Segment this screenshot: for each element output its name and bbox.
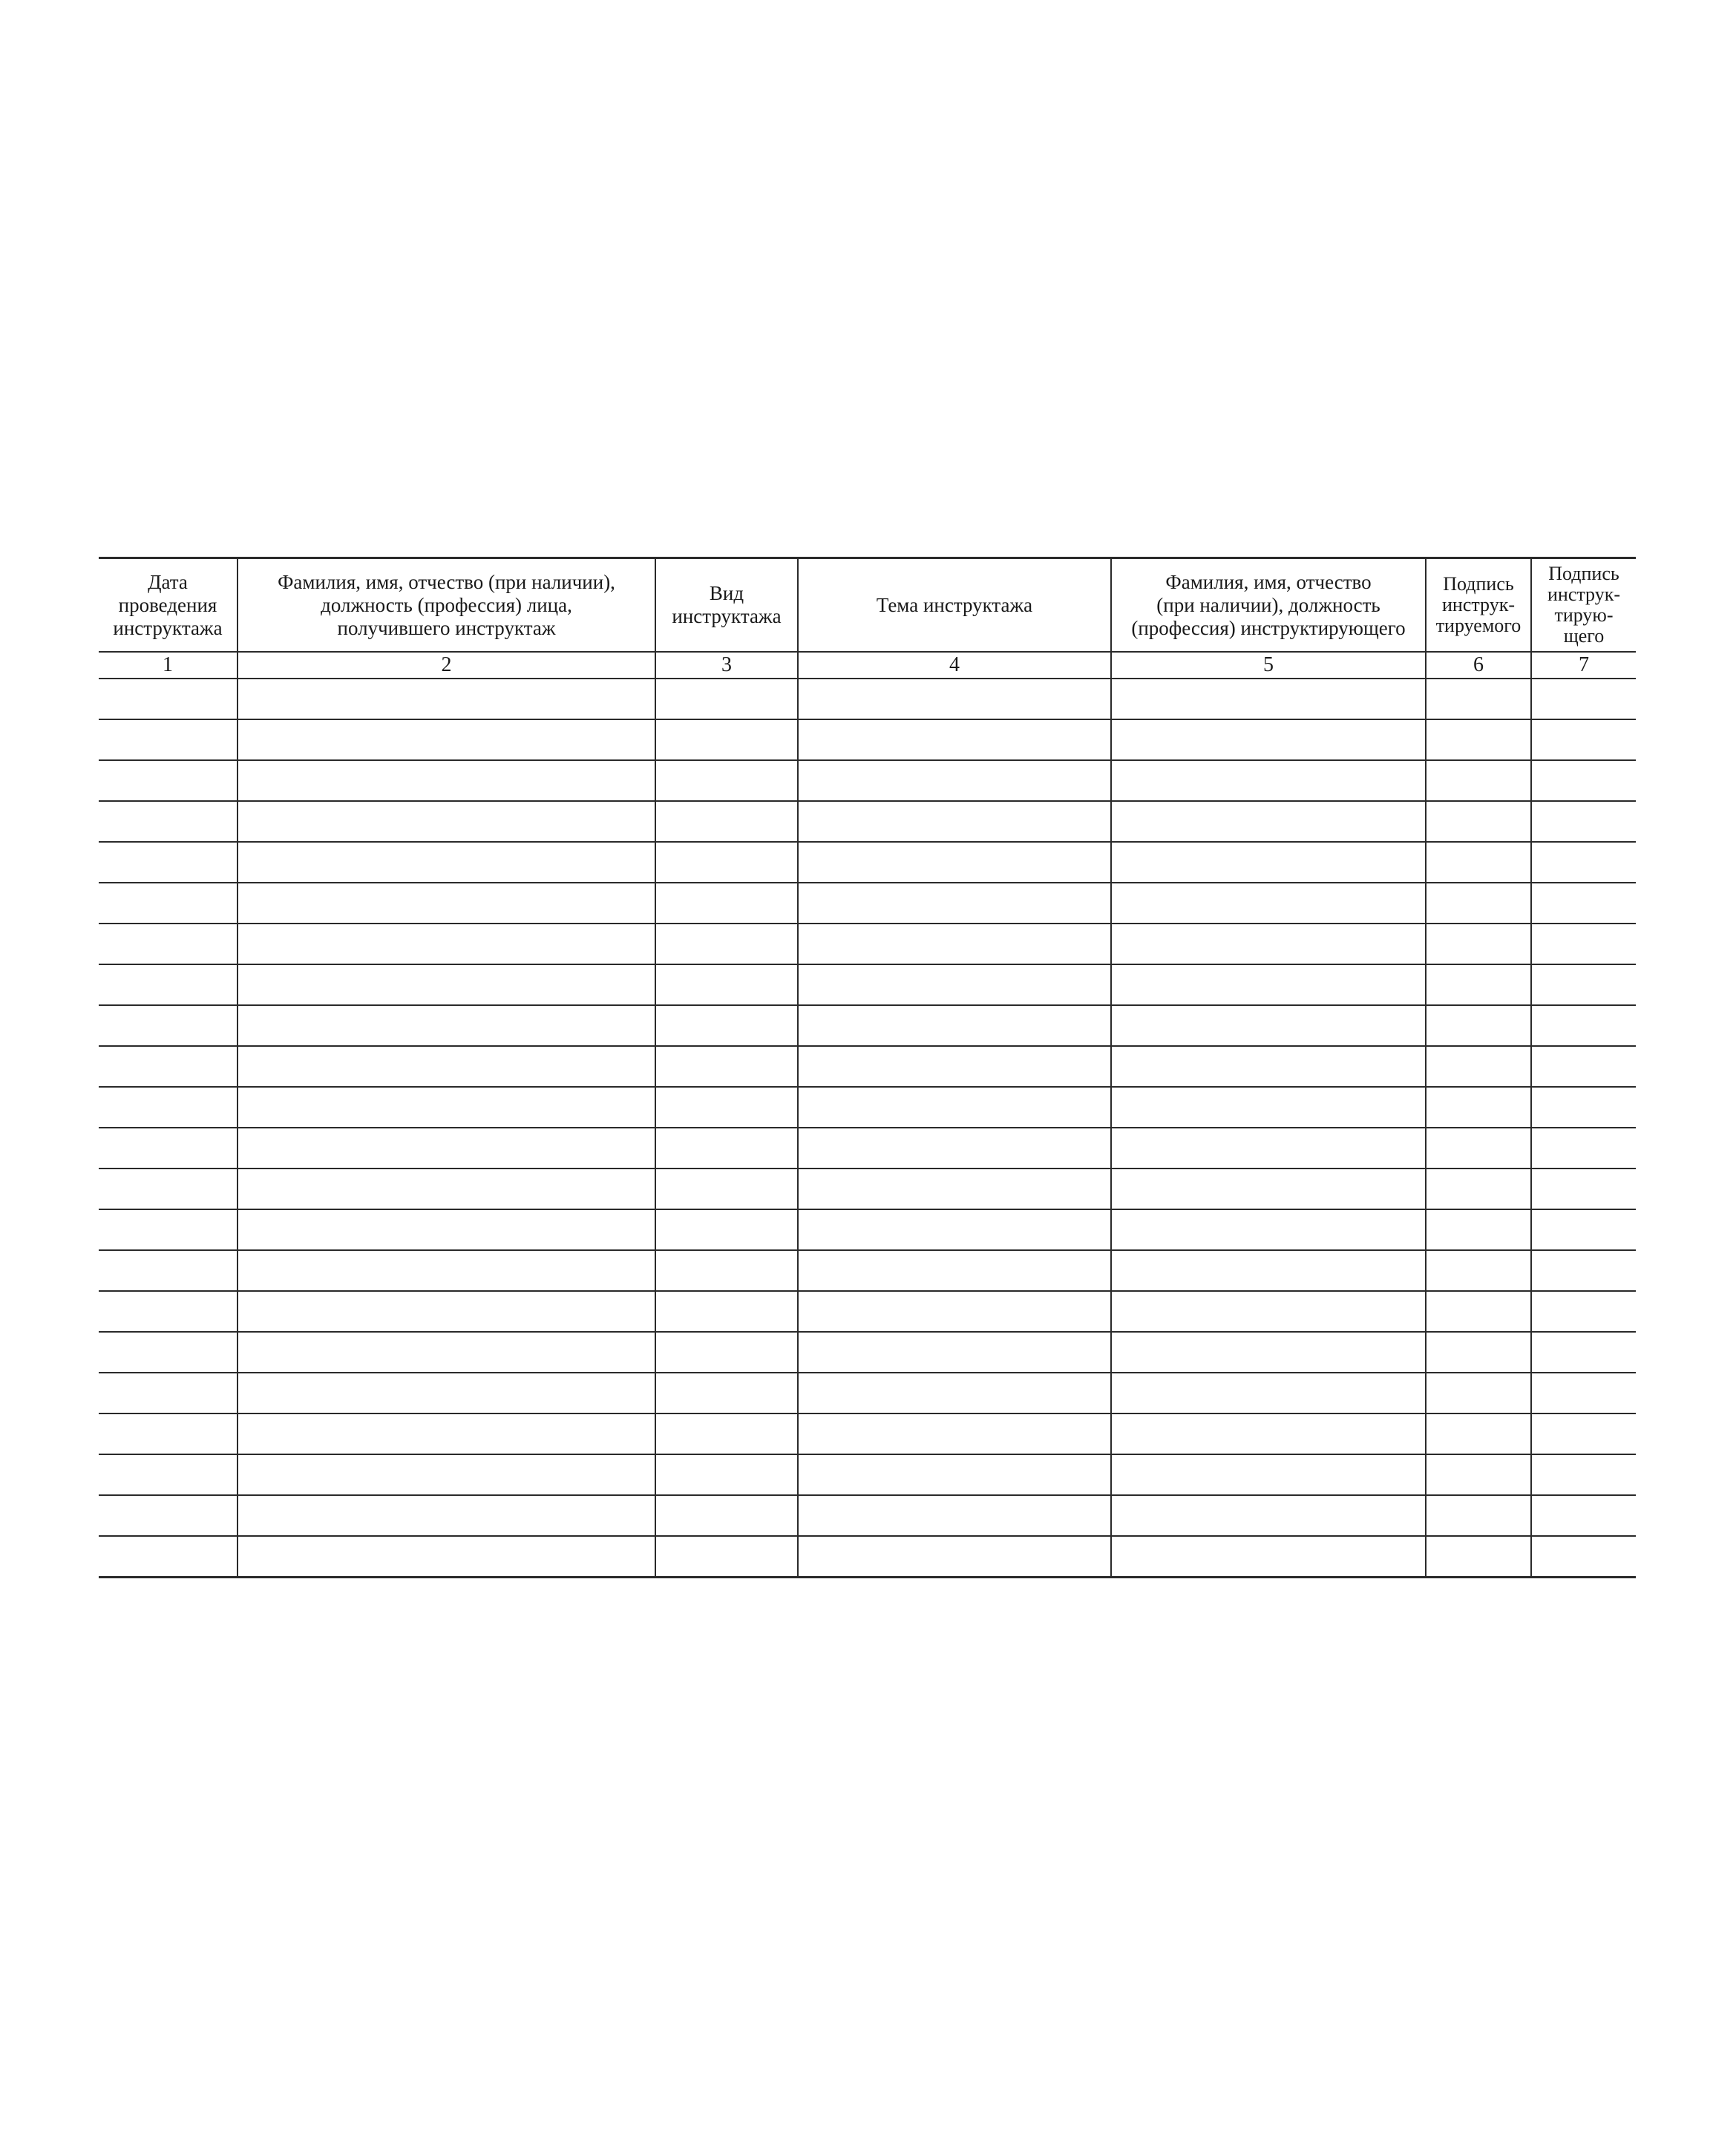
table-cell[interactable] <box>99 964 238 1005</box>
table-cell[interactable] <box>238 1169 655 1209</box>
table-row <box>99 1373 1636 1413</box>
column-number: 1 <box>99 652 238 679</box>
table-cell[interactable] <box>798 883 1111 924</box>
table-cell[interactable] <box>1531 801 1636 842</box>
header-trainee-name: Фамилия, имя, отчество (при наличии), должность (профессия) лица, получившего инструктаж <box>238 558 655 653</box>
table-row <box>99 719 1636 760</box>
table-row <box>99 1209 1636 1250</box>
header-date: Дата проведения инструктажа <box>99 558 238 653</box>
header-row <box>99 558 1636 653</box>
table-cell[interactable] <box>238 1209 655 1250</box>
table-row <box>99 1128 1636 1169</box>
table-cell[interactable] <box>798 679 1111 719</box>
table-cell[interactable] <box>1426 1413 1531 1454</box>
header-instructor-name: Фамилия, имя, отчество (при наличии), должность (профессия) инструктирующего <box>1111 558 1426 653</box>
table-cell[interactable] <box>655 1495 798 1536</box>
table-cell[interactable] <box>99 1332 238 1373</box>
table-row <box>99 1332 1636 1373</box>
table-cell[interactable] <box>238 1454 655 1495</box>
table-cell[interactable] <box>99 1495 238 1536</box>
instruction-log-table <box>99 557 1636 1578</box>
table-cell[interactable] <box>655 1128 798 1169</box>
table-cell[interactable] <box>99 1209 238 1250</box>
table-cell[interactable] <box>1111 1250 1426 1291</box>
header-instruction-topic: Тема инструктажа <box>798 558 1111 653</box>
table-cell[interactable] <box>1531 1046 1636 1087</box>
table-cell[interactable] <box>238 1413 655 1454</box>
table-row <box>99 964 1636 1005</box>
table-cell[interactable] <box>1531 1536 1636 1578</box>
table-cell[interactable] <box>1531 1128 1636 1169</box>
table-cell[interactable] <box>1426 1495 1531 1536</box>
table-cell[interactable] <box>99 1413 238 1454</box>
table-cell[interactable] <box>1111 1128 1426 1169</box>
table-cell[interactable] <box>1426 760 1531 801</box>
table-row <box>99 1169 1636 1209</box>
table-cell[interactable] <box>1531 842 1636 883</box>
column-number-row <box>99 652 1636 679</box>
table-cell[interactable] <box>238 760 655 801</box>
table-cell[interactable] <box>798 1005 1111 1046</box>
table-cell[interactable] <box>238 883 655 924</box>
table-cell[interactable] <box>1426 1087 1531 1128</box>
table-cell[interactable] <box>99 883 238 924</box>
table-cell[interactable] <box>655 1005 798 1046</box>
table-cell[interactable] <box>655 842 798 883</box>
table-cell[interactable] <box>798 1291 1111 1332</box>
table-cell[interactable] <box>655 964 798 1005</box>
table-cell[interactable] <box>655 1332 798 1373</box>
table-cell[interactable] <box>1111 801 1426 842</box>
table-cell[interactable] <box>1426 679 1531 719</box>
column-number: 5 <box>1111 652 1426 679</box>
table-row <box>99 1250 1636 1291</box>
column-number: 3 <box>655 652 798 679</box>
table-cell[interactable] <box>1111 842 1426 883</box>
table-cell[interactable] <box>655 679 798 719</box>
table-row <box>99 1495 1636 1536</box>
table-cell[interactable] <box>1426 1373 1531 1413</box>
table-cell[interactable] <box>655 1536 798 1578</box>
table-cell[interactable] <box>1111 719 1426 760</box>
table-cell[interactable] <box>238 1005 655 1046</box>
table-cell[interactable] <box>99 924 238 964</box>
table-cell[interactable] <box>238 964 655 1005</box>
table-row <box>99 1536 1636 1578</box>
table-row <box>99 679 1636 719</box>
table-cell[interactable] <box>1531 924 1636 964</box>
column-number: 4 <box>798 652 1111 679</box>
table-cell[interactable] <box>99 842 238 883</box>
header-trainee-signature: Подпись инструк- тируемого <box>1426 558 1531 653</box>
table-cell[interactable] <box>798 1454 1111 1495</box>
table-cell[interactable] <box>1531 679 1636 719</box>
table-row <box>99 1413 1636 1454</box>
column-number: 7 <box>1531 652 1636 679</box>
table-cell[interactable] <box>798 964 1111 1005</box>
table-cell[interactable] <box>1111 1536 1426 1578</box>
table-cell[interactable] <box>238 801 655 842</box>
table-cell[interactable] <box>99 1005 238 1046</box>
table-cell[interactable] <box>1111 1005 1426 1046</box>
table-cell[interactable] <box>1531 719 1636 760</box>
table-row <box>99 1087 1636 1128</box>
table-cell[interactable] <box>798 801 1111 842</box>
table-cell[interactable] <box>1426 1291 1531 1332</box>
table-cell[interactable] <box>798 1169 1111 1209</box>
table-cell[interactable] <box>1426 801 1531 842</box>
table-cell[interactable] <box>99 1087 238 1128</box>
table-cell[interactable] <box>99 1536 238 1578</box>
table-cell[interactable] <box>798 1250 1111 1291</box>
header-instruction-type: Вид инструктажа <box>655 558 798 653</box>
table-row <box>99 801 1636 842</box>
table-cell[interactable] <box>1426 1169 1531 1209</box>
table-cell[interactable] <box>655 924 798 964</box>
table-cell[interactable] <box>1531 1495 1636 1536</box>
table-cell[interactable] <box>1531 1169 1636 1209</box>
table-cell[interactable] <box>1531 1373 1636 1413</box>
table-cell[interactable] <box>655 801 798 842</box>
table-cell[interactable] <box>798 1332 1111 1373</box>
table-cell[interactable] <box>238 1128 655 1169</box>
table-cell[interactable] <box>238 719 655 760</box>
table-cell[interactable] <box>238 679 655 719</box>
table-cell[interactable] <box>655 1373 798 1413</box>
table-row <box>99 1454 1636 1495</box>
table-cell[interactable] <box>238 1291 655 1332</box>
table-cell[interactable] <box>1111 1495 1426 1536</box>
table-cell[interactable] <box>238 1495 655 1536</box>
table-cell[interactable] <box>1426 964 1531 1005</box>
table-cell[interactable] <box>1426 1332 1531 1373</box>
table-row <box>99 1005 1636 1046</box>
table-cell[interactable] <box>1426 1128 1531 1169</box>
table-cell[interactable] <box>798 1087 1111 1128</box>
table-cell[interactable] <box>798 842 1111 883</box>
table-cell[interactable] <box>1111 1332 1426 1373</box>
table-cell[interactable] <box>99 1454 238 1495</box>
table-row <box>99 1291 1636 1332</box>
table-cell[interactable] <box>99 719 238 760</box>
column-number: 6 <box>1426 652 1531 679</box>
table-cell[interactable] <box>99 1046 238 1087</box>
table-cell[interactable] <box>798 719 1111 760</box>
table-cell[interactable] <box>238 1373 655 1413</box>
table-cell[interactable] <box>1531 1087 1636 1128</box>
table-cell[interactable] <box>1531 964 1636 1005</box>
table-cell[interactable] <box>798 1128 1111 1169</box>
table-cell[interactable] <box>655 1413 798 1454</box>
table-row <box>99 760 1636 801</box>
table-cell[interactable] <box>798 1046 1111 1087</box>
table-cell[interactable] <box>99 1128 238 1169</box>
table-cell[interactable] <box>1531 760 1636 801</box>
table-cell[interactable] <box>655 1209 798 1250</box>
table-cell[interactable] <box>1426 1536 1531 1578</box>
table-cell[interactable] <box>238 924 655 964</box>
table-cell[interactable] <box>1111 679 1426 719</box>
table-cell[interactable] <box>1426 1005 1531 1046</box>
column-number: 2 <box>238 652 655 679</box>
table-row <box>99 924 1636 964</box>
table-cell[interactable] <box>1111 1413 1426 1454</box>
table-cell[interactable] <box>238 1332 655 1373</box>
table-cell[interactable] <box>798 1495 1111 1536</box>
table-cell[interactable] <box>655 1291 798 1332</box>
table-cell[interactable] <box>99 679 238 719</box>
table-cell[interactable] <box>655 1046 798 1087</box>
table-cell[interactable] <box>1111 883 1426 924</box>
table-cell[interactable] <box>99 760 238 801</box>
table-cell[interactable] <box>1426 842 1531 883</box>
table-cell[interactable] <box>238 1087 655 1128</box>
table-body <box>99 679 1636 1578</box>
table-cell[interactable] <box>1111 1169 1426 1209</box>
table-cell[interactable] <box>798 1536 1111 1578</box>
table-cell[interactable] <box>1531 1332 1636 1373</box>
table-cell[interactable] <box>798 1373 1111 1413</box>
table-cell[interactable] <box>1531 1209 1636 1250</box>
table-cell[interactable] <box>655 1087 798 1128</box>
table-cell[interactable] <box>1426 924 1531 964</box>
table-cell[interactable] <box>1531 883 1636 924</box>
table-cell[interactable] <box>1111 1454 1426 1495</box>
table-cell[interactable] <box>1426 1209 1531 1250</box>
table-row <box>99 1046 1636 1087</box>
table-cell[interactable] <box>99 1373 238 1413</box>
table-cell[interactable] <box>1426 883 1531 924</box>
table-cell[interactable] <box>99 1250 238 1291</box>
table-row <box>99 842 1636 883</box>
table-cell[interactable] <box>238 1046 655 1087</box>
table-cell[interactable] <box>798 924 1111 964</box>
header-instructor-signature: Подпись инструк- тирую- щего <box>1531 558 1636 653</box>
table-cell[interactable] <box>238 842 655 883</box>
table-cell[interactable] <box>655 1169 798 1209</box>
table-cell[interactable] <box>99 1169 238 1209</box>
table-cell[interactable] <box>655 1250 798 1291</box>
table-cell[interactable] <box>238 1536 655 1578</box>
table-cell[interactable] <box>655 883 798 924</box>
table-cell[interactable] <box>1111 1209 1426 1250</box>
table-cell[interactable] <box>1111 1291 1426 1332</box>
table-cell[interactable] <box>1531 1413 1636 1454</box>
table-cell[interactable] <box>655 760 798 801</box>
table-cell[interactable] <box>1426 1046 1531 1087</box>
table-cell[interactable] <box>655 1454 798 1495</box>
table-cell[interactable] <box>1531 1005 1636 1046</box>
table-cell[interactable] <box>1111 924 1426 964</box>
table-cell[interactable] <box>1531 1454 1636 1495</box>
table-cell[interactable] <box>1111 964 1426 1005</box>
table-cell[interactable] <box>1426 1250 1531 1291</box>
table-cell[interactable] <box>1111 760 1426 801</box>
table-cell[interactable] <box>99 1291 238 1332</box>
table-cell[interactable] <box>1111 1087 1426 1128</box>
table-cell[interactable] <box>1426 719 1531 760</box>
table-cell[interactable] <box>655 719 798 760</box>
table-cell[interactable] <box>1111 1046 1426 1087</box>
table-cell[interactable] <box>238 1250 655 1291</box>
table-cell[interactable] <box>798 760 1111 801</box>
table-cell[interactable] <box>99 801 238 842</box>
table-cell[interactable] <box>1531 1291 1636 1332</box>
table-cell[interactable] <box>1111 1373 1426 1413</box>
table-row <box>99 883 1636 924</box>
table-cell[interactable] <box>1531 1250 1636 1291</box>
table-cell[interactable] <box>798 1413 1111 1454</box>
table-cell[interactable] <box>1426 1454 1531 1495</box>
table-cell[interactable] <box>798 1209 1111 1250</box>
